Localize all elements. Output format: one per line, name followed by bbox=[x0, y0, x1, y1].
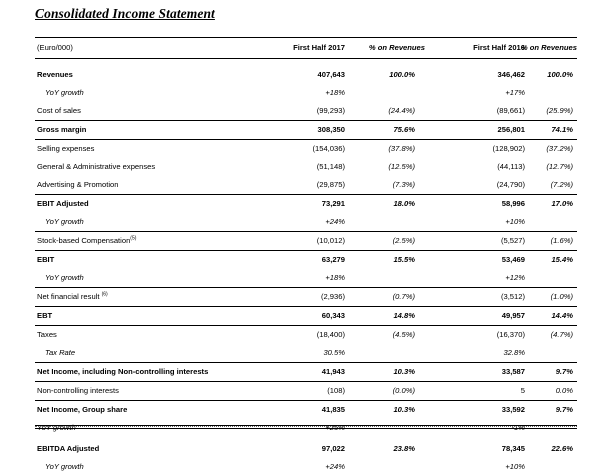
pct-2016: (37.2%) bbox=[546, 144, 573, 153]
table-row bbox=[35, 344, 577, 362]
value-2017: (29,875) bbox=[316, 180, 345, 189]
page-title: Consolidated Income Statement bbox=[35, 6, 215, 21]
pct-2017: (24.4%) bbox=[388, 106, 415, 115]
value-2016: (3,512) bbox=[500, 292, 525, 301]
section-divider-dotted bbox=[35, 426, 577, 427]
col-header-h1-2016: First Half 2016 bbox=[473, 43, 525, 52]
pct-2016: 9.7% bbox=[555, 405, 573, 414]
table-row bbox=[35, 382, 577, 401]
table-row bbox=[35, 66, 577, 84]
table-row bbox=[35, 102, 577, 120]
pct-2017: 15.5% bbox=[393, 255, 415, 264]
table-row bbox=[35, 458, 577, 476]
row-label: EBIT bbox=[37, 255, 55, 264]
table-row bbox=[35, 306, 577, 326]
value-2016: 78,345 bbox=[501, 444, 525, 453]
pct-2017: 23.8% bbox=[393, 444, 415, 453]
value-2017: 60,343 bbox=[321, 311, 345, 320]
value-2016: +10% bbox=[505, 462, 525, 471]
income-statement-table bbox=[35, 37, 577, 437]
pct-2016: (1.0%) bbox=[550, 292, 573, 301]
table-row bbox=[35, 401, 577, 419]
pct-2016: (25.9%) bbox=[546, 106, 573, 115]
value-2016: (16,370) bbox=[496, 330, 525, 339]
pct-2017: 14.8% bbox=[393, 311, 415, 320]
value-2016: 346,462 bbox=[497, 70, 525, 79]
row-label: Selling expenses bbox=[37, 144, 95, 153]
pct-2016: (12.7%) bbox=[546, 162, 573, 171]
table-row bbox=[35, 213, 577, 232]
row-label: Taxes bbox=[37, 330, 57, 339]
pct-2016: 14.4% bbox=[551, 311, 573, 320]
table-row bbox=[35, 362, 577, 382]
ebitda-section bbox=[35, 440, 577, 476]
pct-2016: (1.6%) bbox=[550, 236, 573, 245]
value-2017: 30.5% bbox=[323, 348, 345, 357]
value-2017: +18% bbox=[325, 88, 345, 97]
value-2016: (24,790) bbox=[496, 180, 525, 189]
row-label: General & Administrative expenses bbox=[37, 162, 156, 171]
pct-2017: 10.3% bbox=[393, 405, 415, 414]
col-header-h1-2017: First Half 2017 bbox=[293, 43, 345, 52]
row-label: YoY growth bbox=[45, 462, 84, 471]
value-2017: +25% bbox=[325, 423, 345, 432]
row-label: Non-controlling interests bbox=[37, 386, 119, 395]
table-row bbox=[35, 269, 577, 288]
value-2016: (44,113) bbox=[497, 162, 525, 171]
pct-2016: 74.1% bbox=[551, 125, 573, 134]
table-row bbox=[35, 176, 577, 194]
row-label: YoY growth bbox=[45, 217, 84, 226]
col-header-pct-2016: % on Revenues bbox=[520, 43, 577, 52]
value-2016: (89,661) bbox=[496, 106, 525, 115]
pct-2016: 17.0% bbox=[551, 199, 573, 208]
value-2016: 32.8% bbox=[503, 348, 525, 357]
row-label: Cost of sales bbox=[37, 106, 81, 115]
value-2016: 58,996 bbox=[501, 199, 525, 208]
pct-2017: (37.8%) bbox=[388, 144, 415, 153]
value-2017: (51,148) bbox=[316, 162, 345, 171]
value-2017: 41,943 bbox=[321, 367, 345, 376]
row-label: Net Income, including Non-controlling interests bbox=[37, 367, 209, 376]
value-2017: (2,936) bbox=[320, 292, 345, 301]
value-2016: 33,592 bbox=[501, 405, 525, 414]
pct-2017: 18.0% bbox=[393, 199, 415, 208]
table-row bbox=[35, 440, 577, 458]
table-row bbox=[35, 120, 577, 140]
value-2016: 49,957 bbox=[501, 311, 525, 320]
pct-2017: 10.3% bbox=[393, 367, 415, 376]
value-2017: 97,022 bbox=[321, 444, 345, 453]
value-2017: (154,036) bbox=[312, 144, 345, 153]
row-label: Advertising & Promotion bbox=[37, 180, 119, 189]
pct-2017: 100.0% bbox=[389, 70, 415, 79]
pct-2016: 15.4% bbox=[551, 255, 573, 264]
pct-2017: 75.6% bbox=[393, 125, 415, 134]
value-2017: (10,012) bbox=[316, 236, 345, 245]
pct-2016: (7.2%) bbox=[550, 180, 573, 189]
value-2017: 308,350 bbox=[317, 125, 345, 134]
value-2017: 407,643 bbox=[317, 70, 345, 79]
section-divider bbox=[35, 428, 577, 429]
value-2017: 63,279 bbox=[321, 255, 345, 264]
row-label: Stock-based Compensation$^{(5)}$ bbox=[37, 235, 137, 245]
row-label: EBIT Adjusted bbox=[37, 199, 89, 208]
row-label: Net Income, Group share bbox=[37, 405, 128, 414]
row-label: YoY growth bbox=[45, 88, 84, 97]
pct-2016: 0.0% bbox=[555, 386, 573, 395]
row-label: EBITDA Adjusted bbox=[37, 444, 100, 453]
row-label: EBT bbox=[37, 311, 53, 320]
value-2016: (5,527) bbox=[500, 236, 525, 245]
pct-2016: 9.7% bbox=[555, 367, 573, 376]
row-label: Gross margin bbox=[37, 125, 87, 134]
pct-2016: (4.7%) bbox=[550, 330, 573, 339]
table-row bbox=[35, 84, 577, 102]
pct-2017: (12.5%) bbox=[388, 162, 415, 171]
table-row bbox=[35, 232, 577, 250]
value-2016: 5 bbox=[520, 386, 525, 395]
table-row bbox=[35, 326, 577, 344]
value-2016: 256,801 bbox=[497, 125, 525, 134]
table-row bbox=[35, 194, 577, 213]
table-row bbox=[35, 288, 577, 306]
value-2017: (108) bbox=[327, 386, 345, 395]
value-2017: (18,400) bbox=[316, 330, 345, 339]
pct-2017: (7.3%) bbox=[392, 180, 415, 189]
pct-2017: (4.5%) bbox=[392, 330, 415, 339]
row-label: YoY growth bbox=[37, 423, 76, 432]
value-2016: +10% bbox=[505, 217, 525, 226]
value-2017: +24% bbox=[325, 462, 345, 471]
value-2016: +12% bbox=[505, 273, 525, 282]
value-2016: -1% bbox=[511, 423, 525, 432]
table-header bbox=[35, 37, 577, 59]
pct-2016: 100.0% bbox=[547, 70, 573, 79]
row-label: Revenues bbox=[37, 70, 73, 79]
value-2016: 33,587 bbox=[501, 367, 525, 376]
pct-2017: (0.0%) bbox=[392, 386, 415, 395]
row-label: Net financial result $^{(6)}$ bbox=[37, 291, 108, 301]
table-row bbox=[35, 158, 577, 176]
pct-2017: (2.5%) bbox=[392, 236, 415, 245]
value-2017: (99,293) bbox=[316, 106, 345, 115]
table-row bbox=[35, 250, 577, 269]
value-2017: 73,291 bbox=[321, 199, 345, 208]
value-2016: (128,902) bbox=[492, 144, 525, 153]
row-label: Tax Rate bbox=[45, 348, 76, 357]
value-2017: +18% bbox=[325, 273, 345, 282]
value-2017: +24% bbox=[325, 217, 345, 226]
pct-2017: (0.7%) bbox=[392, 292, 415, 301]
value-2016: +17% bbox=[505, 88, 525, 97]
col-header-pct-2017: % on Revenues bbox=[368, 43, 425, 52]
row-label: YoY growth bbox=[45, 273, 84, 282]
pct-2016: 22.6% bbox=[551, 444, 573, 453]
value-2016: 53,469 bbox=[501, 255, 525, 264]
unit-label: (Euro/000) bbox=[37, 43, 73, 52]
footnote-ref: (5) bbox=[130, 235, 137, 242]
table-row bbox=[35, 140, 577, 158]
value-2017: 41,835 bbox=[321, 405, 345, 414]
footnote-ref: (6) bbox=[101, 291, 108, 298]
